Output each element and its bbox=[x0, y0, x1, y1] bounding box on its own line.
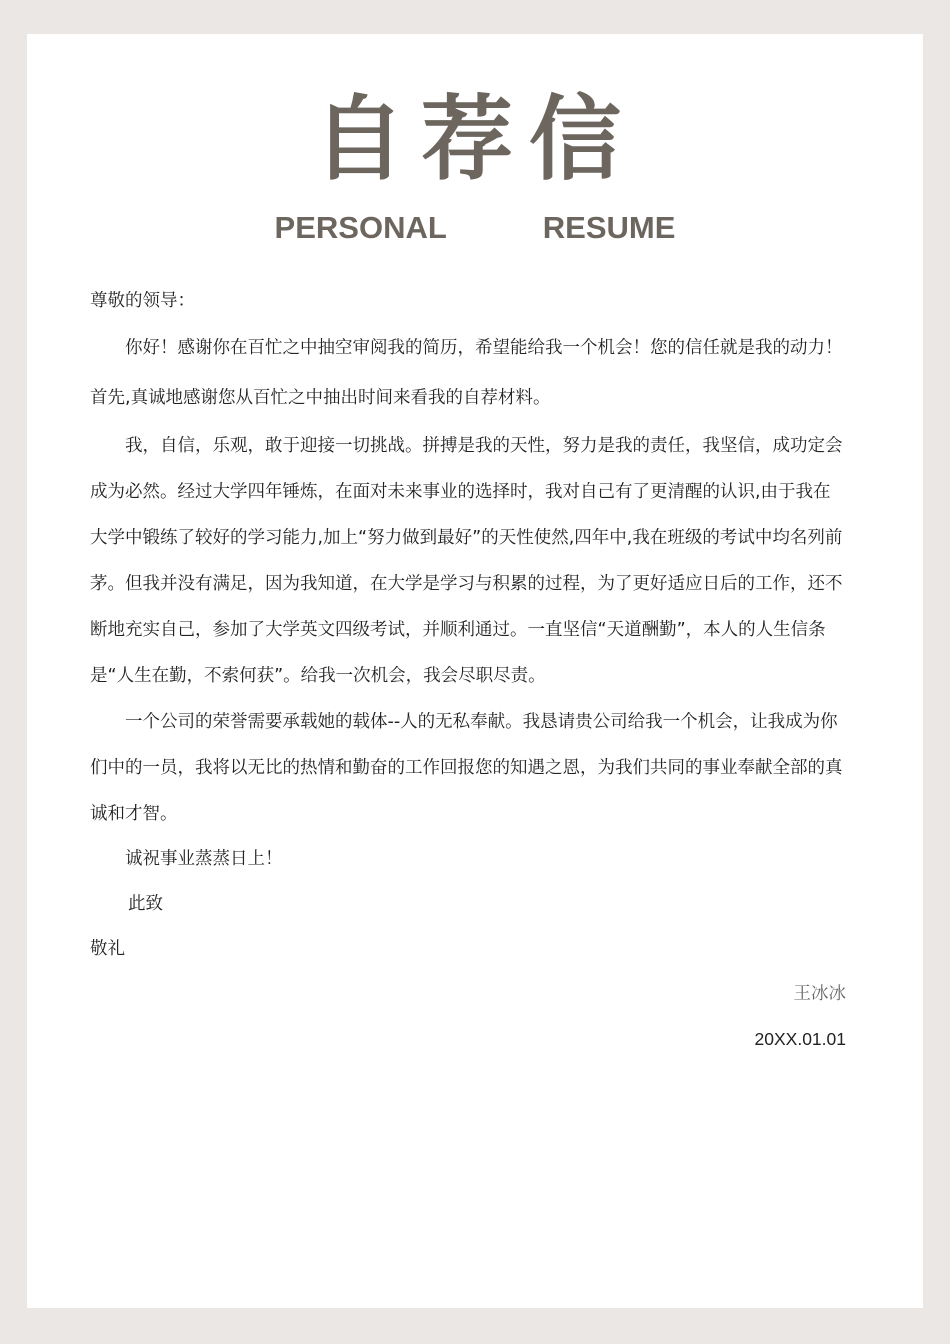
greeting: 尊敬的领导： bbox=[90, 291, 195, 311]
page-subtitle bbox=[27, 212, 923, 243]
document-page bbox=[27, 34, 923, 1308]
subtitle-personal: PERSONAL bbox=[274, 210, 447, 245]
salutation: 此致 bbox=[128, 894, 163, 914]
page-title: 自荐信 bbox=[312, 86, 637, 193]
paragraph-1: 你好！感谢你在百忙之中抽空审阅我的简历，希望能给我一个机会！您的信任就是我的动力！首先,真诚地感谢您从百忙之中抽出时间来看我的自荐材料。 bbox=[90, 338, 843, 408]
closing-wish: 诚祝事业蒸蒸日上！ bbox=[125, 849, 283, 869]
subtitle-resume: RESUME bbox=[542, 210, 676, 245]
regards: 敬礼 bbox=[90, 939, 125, 959]
letter-body bbox=[90, 286, 846, 1062]
paragraph-2: 我，自信，乐观，敢于迎接一切挑战。拼搏是我的天性，努力是我的责任，我坚信，成功定会成为必然。经过大学四年锤炼，在面对未来事业的选择时，我对自己有了更清醒的认识,由于我在大学中锻练了较好的学习能力,加上“努力做到最好”的天性使然,四年中,我在班级的考试中均名列前茅。但我并没有满足，因为我知道，在大学是学习与积累的过程，为了更好适应日后的工作，还不断地充实自己，参加了大学英文四级考试，并顺利通过。一直坚信“天道酬勤”，本人的人生信条是“人生在勤，不索何获”。给我一次机会，我会尽职尽责。 bbox=[90, 436, 843, 686]
paragraph-3: 一个公司的荣誉需要承载她的载体--人的无私奉献。我恳请贵公司给我一个机会，让我成为你们中的一员，我将以无比的热情和勤奋的工作回报您的知遇之恩，为我们共同的事业奉献全部的真诚和才智。 bbox=[90, 712, 843, 824]
signature: 王冰冰 bbox=[793, 984, 846, 1004]
date: 20XX.01.01 bbox=[754, 1029, 846, 1049]
